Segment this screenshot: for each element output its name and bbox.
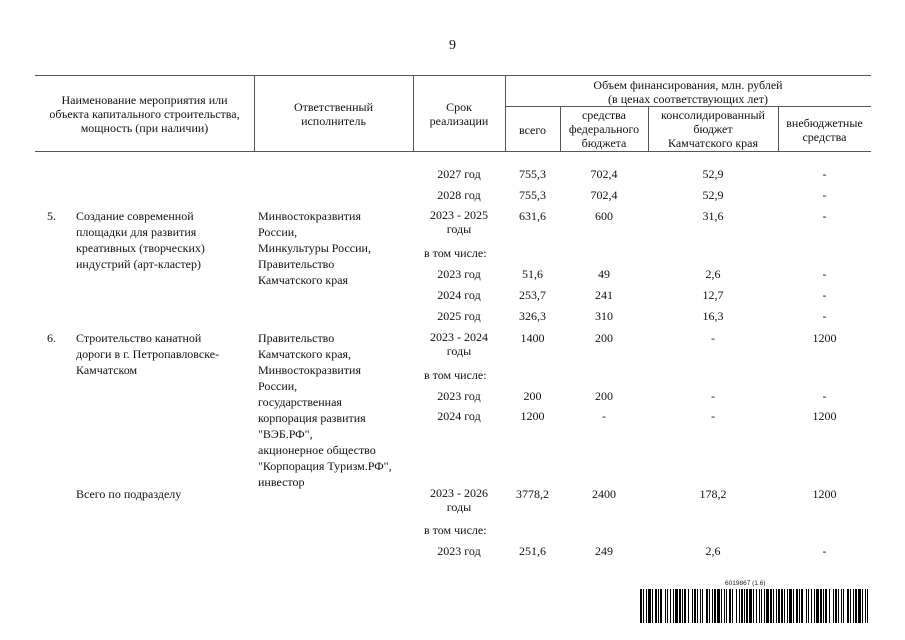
table-cell-extrabudget: -	[822, 544, 827, 558]
table-cell-extrabudget: -	[822, 288, 827, 302]
table-cell-period: 2024 год	[437, 409, 481, 423]
table-cell-period: 2023 - 2024 годы	[430, 330, 488, 358]
table-cell-federal: 249	[595, 544, 613, 558]
table-cell-period: 2027 год	[437, 167, 481, 181]
item-number: 6.	[47, 331, 56, 345]
table-cell-period: 2024 год	[437, 288, 481, 302]
table-cell-period: 2023 - 2026 годы	[430, 486, 488, 514]
table-cell-consolidated: 178,2	[699, 487, 727, 501]
item-number: 5.	[47, 209, 56, 223]
table-cell-extrabudget: -	[822, 167, 827, 181]
table-cell-consolidated: 31,6	[702, 209, 724, 223]
table-cell-federal: 200	[595, 331, 613, 345]
table-cell-total: 3778,2	[516, 487, 549, 501]
table-cell-total: 253,7	[519, 288, 546, 302]
table-cell-consolidated: -	[711, 409, 715, 423]
header-federal: средства федерального бюджета	[568, 108, 640, 150]
table-cell-consolidated: 12,7	[702, 288, 724, 302]
table-cell-consolidated: 2,6	[705, 544, 721, 558]
table-cell-total: 755,3	[519, 167, 546, 181]
header-name: Наименование мероприятия или объекта капитального строительства, мощность (при наличии)	[49, 93, 240, 135]
table-cell-total: 251,6	[519, 544, 546, 558]
header-financing: Объем финансирования, млн. рублей (в ценах соответствующих лет)	[593, 78, 783, 106]
table-cell-total: 200	[523, 389, 542, 403]
table-cell-period: 2023 год	[437, 267, 481, 281]
table-cell-federal: 49	[598, 267, 610, 281]
table-cell-federal: 702,4	[590, 167, 618, 181]
table-cell-extrabudget: -	[822, 309, 827, 323]
page-number: 9	[449, 38, 456, 53]
table-cell-consolidated: -	[711, 331, 715, 345]
item-responsible: Правительство Камчатского края, Минвостокразвития России, государственная корпорация развития "ВЭБ.РФ", акционерное общество "Корпорация Туризм.РФ", инвестор	[258, 331, 392, 489]
table-cell-period: 2023 год	[437, 389, 481, 403]
table-cell-federal: -	[602, 409, 606, 423]
table-cell-period: в том числе:	[424, 523, 487, 537]
table-cell-period: в том числе:	[424, 368, 487, 382]
table-cell-total: 326,3	[519, 309, 546, 323]
table-top-border	[35, 75, 871, 76]
barcode-bars	[640, 589, 872, 623]
item-responsible: Минвостокразвития России, Минкультуры России, Правительство Камчатского края	[258, 209, 371, 287]
table-cell-period: 2028 год	[437, 188, 481, 202]
table-cell-period: 2025 год	[437, 309, 481, 323]
table-cell-consolidated: -	[711, 389, 715, 403]
table-cell-extrabudget: -	[822, 209, 827, 223]
header-responsible: Ответственный исполнитель	[293, 100, 374, 128]
table-cell-federal: 2400	[592, 487, 616, 501]
table-cell-extrabudget: -	[822, 267, 827, 281]
table-cell-extrabudget: -	[822, 188, 827, 202]
item-name: Строительство канатной дороги в г. Петропавловске- Камчатском	[76, 331, 220, 377]
header-period: Срок реализации	[429, 100, 489, 128]
table-cell-total: 755,3	[519, 188, 546, 202]
table-cell-extrabudget: 1200	[812, 409, 837, 423]
table-cell-period: в том числе:	[424, 246, 487, 260]
table-cell-period: 2023 год	[437, 544, 481, 558]
header-consolidated: консолидированный бюджет Камчатского края	[661, 108, 765, 150]
table-cell-consolidated: 52,9	[702, 167, 724, 181]
table-cell-federal: 310	[595, 309, 613, 323]
table-cell-total: 1200	[520, 409, 545, 423]
table-cell-period: 2023 - 2025 годы	[430, 208, 488, 236]
table-cell-federal: 241	[595, 288, 613, 302]
item-name: Создание современной площадки для развития креативных (творческих) индустрий (арт-кластер)	[76, 209, 205, 271]
header-total: всего	[518, 123, 547, 137]
table-cell-total: 1400	[520, 331, 545, 345]
subsection-total-label: Всего по подразделу	[76, 487, 182, 501]
table-cell-extrabudget: 1200	[812, 331, 837, 345]
table-cell-extrabudget: -	[822, 389, 827, 403]
barcode-label: 6019867 (1.6)	[725, 580, 766, 587]
table-cell-federal: 600	[595, 209, 613, 223]
header-bottom-border	[35, 151, 871, 152]
table-cell-extrabudget: 1200	[812, 487, 837, 501]
table-cell-federal: 702,4	[590, 188, 618, 202]
table-cell-consolidated: 16,3	[702, 309, 724, 323]
table-cell-total: 51,6	[522, 267, 543, 281]
table-cell-consolidated: 2,6	[705, 267, 721, 281]
table-cell-consolidated: 52,9	[702, 188, 724, 202]
table-cell-total: 631,6	[519, 209, 546, 223]
header-extrabudget: внебюджетные средства	[786, 116, 863, 144]
table-cell-federal: 200	[595, 389, 613, 403]
